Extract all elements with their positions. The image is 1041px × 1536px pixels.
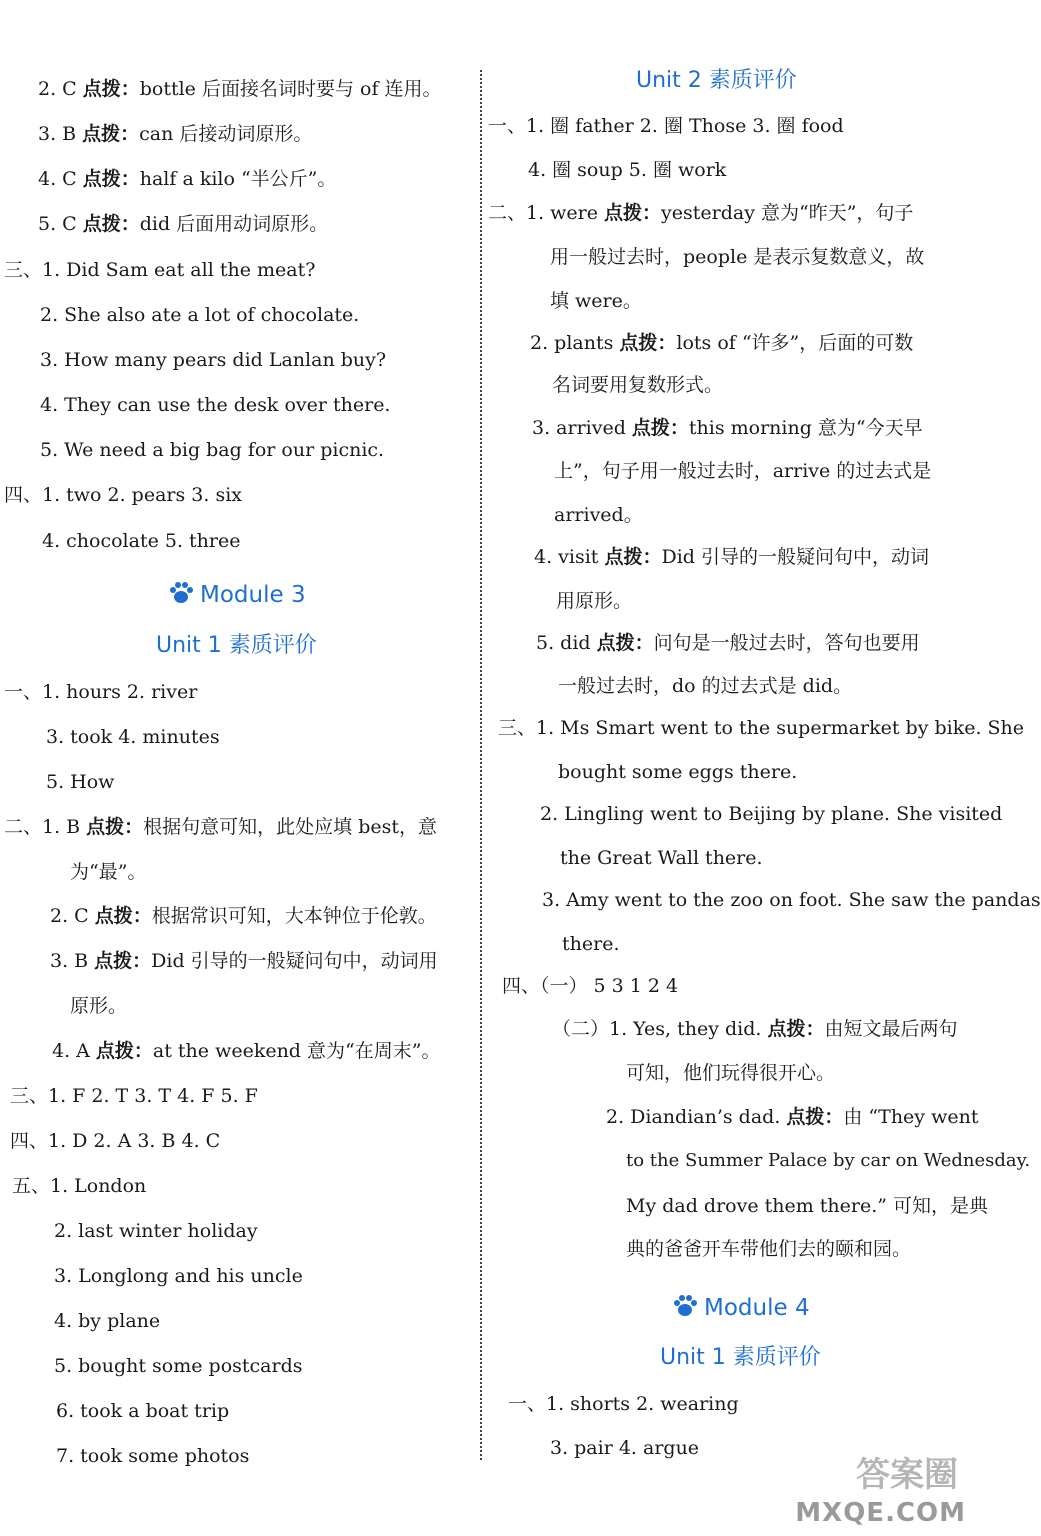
answer-line: 5. We need a big bag for our picnic. <box>40 439 385 461</box>
answer-line: 5. C 点拨：did 后面用动词原形。 <box>38 213 329 235</box>
answer-line: 2. She also ate a lot of chocolate. <box>40 304 360 326</box>
answer-line: 4. They can use the desk over there. <box>40 394 391 416</box>
answer-line: 四、1. two 2. pears 3. six <box>4 484 243 506</box>
answer-line: 3. B 点拨：Did 引导的一般疑问句中，动词用 <box>50 950 438 972</box>
answer-line: 3. arrived 点拨：this morning 意为“今天早 <box>532 417 923 439</box>
answer-line: 2. Lingling went to Beijing by plane. She visited <box>540 803 1003 825</box>
answer-line: to the Summer Palace by car on Wednesday. <box>626 1150 1031 1171</box>
answer-line: 3. pair 4. argue <box>550 1437 700 1459</box>
answer-line: 6. took a boat trip <box>56 1400 230 1422</box>
answer-line: 4. visit 点拨：Did 引导的一般疑问句中，动词 <box>534 546 929 568</box>
answer-line: 上”，句子用一般过去时，arrive 的过去式是 <box>554 460 932 482</box>
answer-line: arrived。 <box>554 504 643 526</box>
answer-line: 2. C 点拨：bottle 后面接名词时要与 of 连用。 <box>38 78 442 100</box>
answer-line: 5. How <box>46 771 115 793</box>
paw-icon <box>168 581 194 605</box>
answer-line: （二）1. Yes, they did. 点拨：由短文最后两句 <box>552 1018 958 1040</box>
answer-line: 3. Longlong and his uncle <box>54 1265 303 1287</box>
answer-line: 5. bought some postcards <box>54 1355 303 1377</box>
unit-heading: Unit 1 素质评价 <box>660 1345 821 1370</box>
answer-line: 2. last winter holiday <box>54 1220 258 1242</box>
answer-line: the Great Wall there. <box>560 847 763 869</box>
answer-line: 7. took some photos <box>56 1445 250 1467</box>
answer-line: 3. How many pears did Lanlan buy? <box>40 349 387 371</box>
answer-line: 一、1. 圈 father 2. 圈 Those 3. 圈 food <box>488 115 844 137</box>
answer-line: 为“最”。 <box>70 861 147 883</box>
answer-line: 3. B 点拨：can 后接动词原形。 <box>38 123 313 145</box>
answer-line: 4. chocolate 5. three <box>42 530 241 552</box>
unit-heading: Unit 2 素质评价 <box>636 68 797 93</box>
answer-line: 四、（一） 5 3 1 2 4 <box>502 975 679 997</box>
answer-line: 一般过去时，do 的过去式是 did。 <box>558 675 853 697</box>
answer-line: 五、1. London <box>12 1175 147 1197</box>
answer-line: 2. plants 点拨：lots of “许多”，后面的可数 <box>530 332 914 354</box>
answer-line: 4. C 点拨：half a kilo “半公斤”。 <box>38 168 337 190</box>
column-divider <box>480 70 482 1460</box>
answer-line: 5. did 点拨：问句是一般过去时，答句也要用 <box>536 632 920 654</box>
answer-line: 名词要用复数形式。 <box>552 374 724 396</box>
answer-line: 4. A 点拨：at the weekend 意为“在周末”。 <box>52 1040 441 1062</box>
unit-heading: Unit 1 素质评价 <box>156 633 317 658</box>
module-heading: Module 4 <box>672 1293 810 1323</box>
answer-line: 2. C 点拨：根据常识可知，大本钟位于伦敦。 <box>50 905 437 927</box>
answer-line: 典的爸爸开车带他们去的颐和园。 <box>626 1238 912 1260</box>
paw-icon <box>672 1294 698 1318</box>
answer-line: 用原形。 <box>556 590 633 612</box>
answer-line: 3. Amy went to the zoo on foot. She saw the pandas <box>542 889 1041 911</box>
watermark-url: MXQE.COM <box>795 1498 966 1528</box>
answer-line: bought some eggs there. <box>558 761 798 783</box>
answer-line: 4. 圈 soup 5. 圈 work <box>528 159 727 181</box>
answer-line: 一、1. hours 2. river <box>4 681 198 703</box>
answer-line: My dad drove them there.” 可知，是典 <box>626 1195 989 1217</box>
answer-line: 2. Diandian’s dad. 点拨：由 “They went <box>606 1106 979 1128</box>
answer-line: 二、1. B 点拨：根据句意可知，此处应填 best，意 <box>4 816 437 838</box>
answer-line: 四、1. D 2. A 3. B 4. C <box>10 1130 221 1152</box>
module-heading: Module 3 <box>168 580 306 610</box>
answer-line: 一、1. shorts 2. wearing <box>508 1393 739 1415</box>
answer-line: 3. took 4. minutes <box>46 726 220 748</box>
answer-line: 用一般过去时，people 是表示复数意义，故 <box>550 246 925 268</box>
answer-line: 可知，他们玩得很开心。 <box>626 1062 836 1084</box>
answer-line: 三、1. F 2. T 3. T 4. F 5. F <box>10 1085 258 1107</box>
answer-line: there. <box>562 933 620 955</box>
answer-line: 三、1. Did Sam eat all the meat? <box>4 259 316 281</box>
answer-line: 二、1. were 点拨：yesterday 意为“昨天”，句子 <box>488 202 914 224</box>
watermark-logo: 答案圈 <box>856 1455 958 1495</box>
answer-line: 原形。 <box>70 995 128 1017</box>
answer-line: 填 were。 <box>550 290 642 312</box>
answer-line: 三、1. Ms Smart went to the supermarket by bike. She <box>498 717 1025 739</box>
answer-line: 4. by plane <box>54 1310 161 1332</box>
